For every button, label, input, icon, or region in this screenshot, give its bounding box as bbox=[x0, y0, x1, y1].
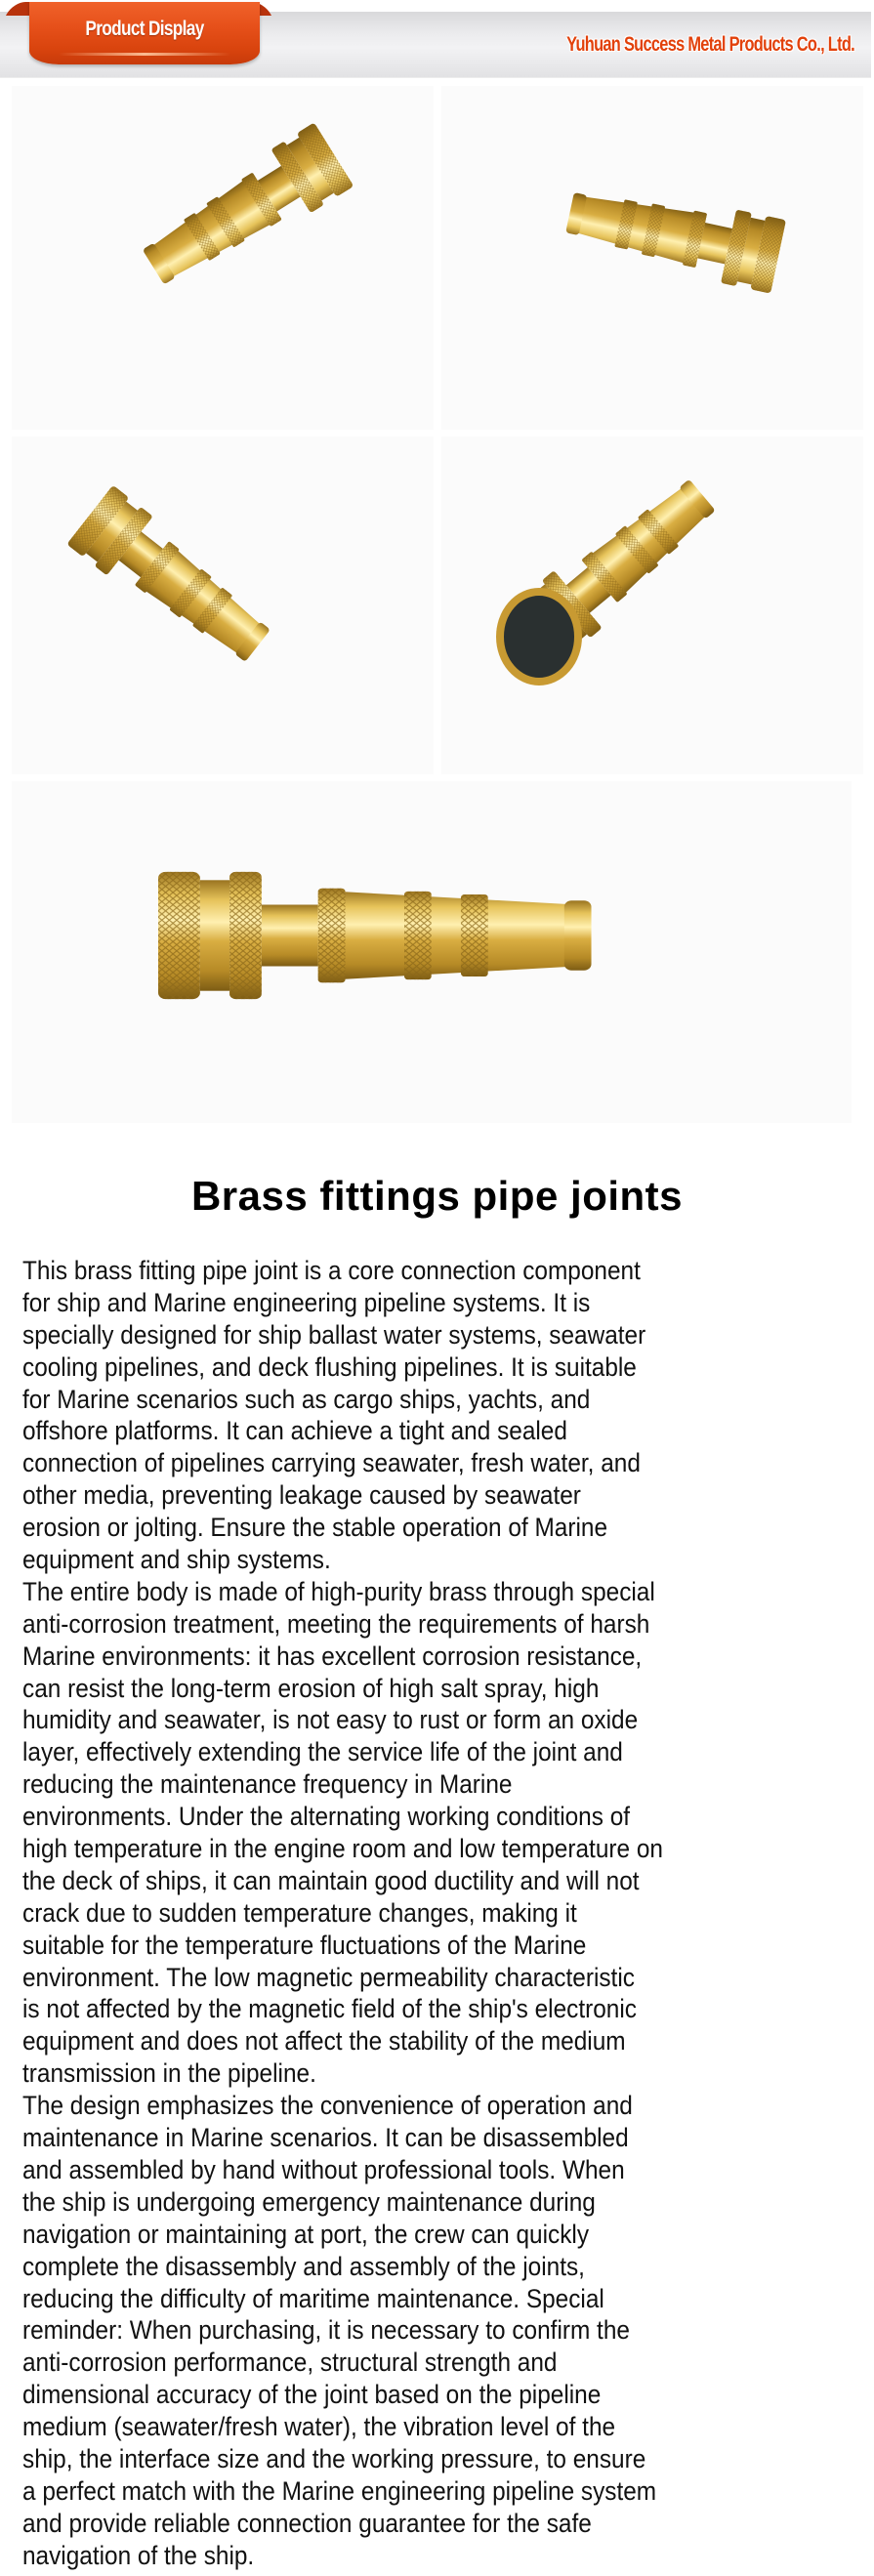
product-description bbox=[22, 1255, 862, 2572]
product-display-ribbon bbox=[29, 2, 260, 64]
product-image-2 bbox=[441, 86, 863, 430]
description-line: the deck of ships, it can maintain good ductility and will not bbox=[22, 1865, 640, 1895]
description-line: maintenance in Marine scenarios. It can be disassembled bbox=[22, 2123, 629, 2153]
description-line: and assembled by hand without professional tools. When bbox=[22, 2154, 625, 2184]
description-line: suitable for the temperature fluctuations of the Marine bbox=[22, 1930, 587, 1960]
description-line: the ship is undergoing emergency maintenance during bbox=[22, 2186, 596, 2217]
product-image-5 bbox=[12, 781, 852, 1123]
description-line: This brass fitting pipe joint is a core connection component bbox=[22, 1256, 641, 1285]
description-line: navigation or maintaining at port, the crew can quickly bbox=[22, 2219, 590, 2249]
description-line: equipment and ship systems. bbox=[22, 1545, 331, 1575]
description-line: crack due to sudden temperature changes, making it bbox=[22, 1897, 577, 1928]
description-line: anti-corrosion treatment, meeting the requirements of harsh bbox=[22, 1608, 650, 1639]
brass-nozzle-photo bbox=[441, 436, 863, 774]
brass-nozzle-photo bbox=[12, 781, 852, 1123]
description-line: complete the disassembly and assembly of the joints, bbox=[22, 2251, 585, 2281]
description-line: environment. The low magnetic permeability characteristic bbox=[22, 1962, 635, 1992]
product-display-label: Product Display bbox=[85, 18, 204, 40]
product-display-header bbox=[0, 0, 874, 82]
description-line: other media, preventing leakage caused by seawater bbox=[22, 1480, 581, 1511]
description-line: a perfect match with the Marine engineering pipeline system bbox=[22, 2475, 657, 2506]
brass-nozzle-photo bbox=[12, 436, 434, 774]
description-line: offshore platforms. It can achieve a tight and sealed bbox=[22, 1416, 567, 1446]
description-line: erosion or jolting. Ensure the stable operation of Marine bbox=[22, 1513, 608, 1543]
description-line: environments. Under the alternating working conditions of bbox=[22, 1802, 631, 1832]
description-line: is not affected by the magnetic field of the ship's electronic bbox=[22, 1994, 637, 2024]
description-line: Marine environments: it has excellent corrosion resistance, bbox=[22, 1641, 643, 1671]
product-title: Brass fittings pipe joints bbox=[190, 1173, 684, 1219]
description-line: reminder: When purchasing, it is necessary to confirm the bbox=[22, 2315, 630, 2346]
description-line: cooling pipelines, and deck flushing pipelines. It is suitable bbox=[22, 1351, 637, 1382]
company-name: Yuhuan Success Metal Products Co., Ltd. bbox=[566, 33, 854, 56]
brass-nozzle-photo bbox=[441, 86, 863, 430]
description-line: layer, effectively extending the service life of the joint and bbox=[22, 1737, 623, 1767]
brass-nozzle-photo bbox=[12, 86, 434, 430]
description-line: can resist the long-term erosion of high salt spray, high bbox=[22, 1673, 600, 1703]
description-line: anti-corrosion performance, structural strength and bbox=[22, 2347, 558, 2378]
description-line: high temperature in the engine room and low temperature on bbox=[22, 1834, 663, 1864]
description-line: reducing the difficulty of maritime maintenance. Special bbox=[22, 2283, 604, 2313]
description-line: medium (seawater/fresh water), the vibration level of the bbox=[22, 2412, 616, 2442]
description-line: for ship and Marine engineering pipeline systems. It is bbox=[22, 1287, 591, 1317]
description-line: humidity and seawater, is not easy to rust or form an oxide bbox=[22, 1705, 639, 1735]
description-line: The entire body is made of high-purity brass through special bbox=[22, 1576, 655, 1606]
description-line: equipment and does not affect the stability of the medium bbox=[22, 2026, 626, 2057]
product-image-3 bbox=[12, 436, 434, 774]
product-image-4 bbox=[441, 436, 863, 774]
description-line: connection of pipelines carrying seawater, fresh water, and bbox=[22, 1448, 641, 1478]
description-line: for Marine scenarios such as cargo ships, yachts, and bbox=[22, 1384, 591, 1414]
description-line: transmission in the pipeline. bbox=[22, 2058, 316, 2089]
description-line: The design emphasizes the convenience of operation and bbox=[22, 2091, 633, 2121]
product-image-1 bbox=[12, 86, 434, 430]
description-line: dimensional accuracy of the joint based on the pipeline bbox=[22, 2380, 602, 2410]
description-line: specially designed for ship ballast water systems, seawater bbox=[22, 1319, 646, 1350]
description-line: and provide reliable connection guarantee for the safe bbox=[22, 2508, 592, 2538]
description-line: reducing the maintenance frequency in Marine bbox=[22, 1769, 513, 1800]
description-line: ship, the interface size and the working pressure, to ensure bbox=[22, 2443, 646, 2473]
description-line: navigation of the ship. bbox=[22, 2540, 255, 2570]
